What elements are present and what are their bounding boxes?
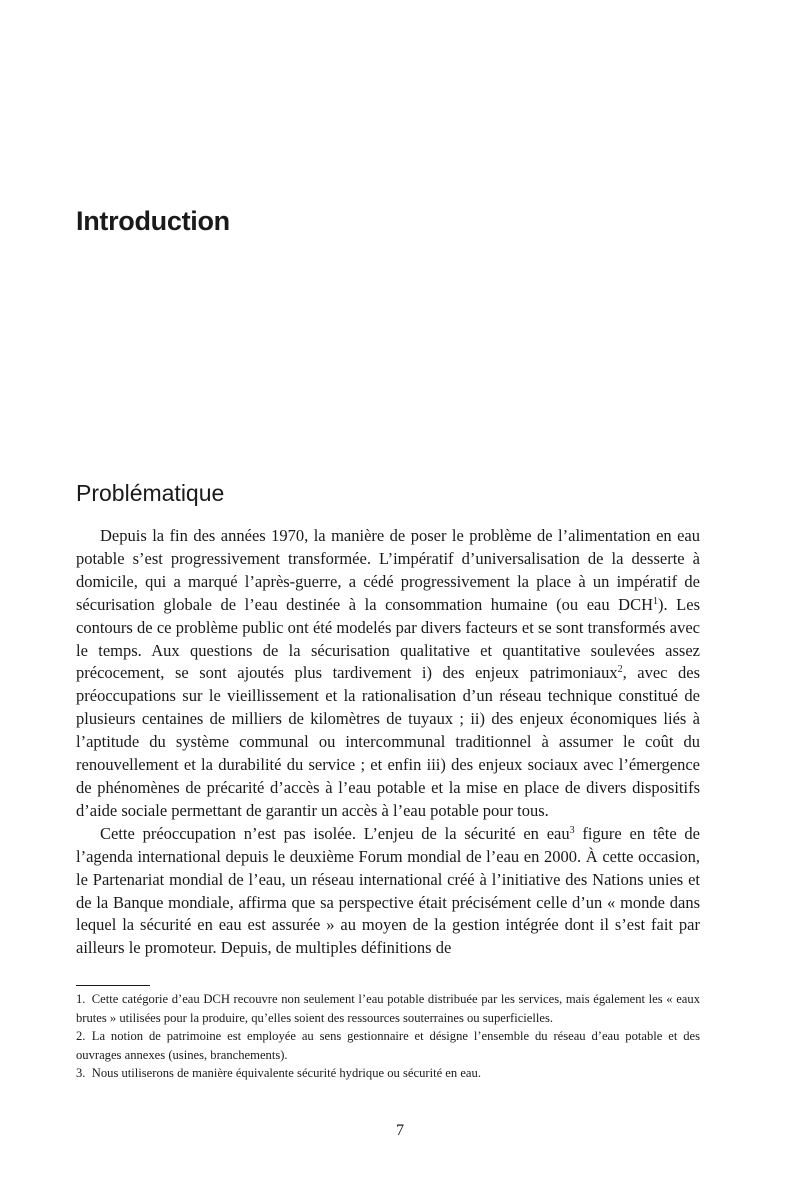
footnote-number: 1. (76, 992, 86, 1006)
footnote-number: 2. (76, 1029, 86, 1043)
paragraph-text: ). Les contours de ce problème public ont été modelés par divers facteurs et se sont transformés avec le temps. Aux questions de la sécurisation qualitative et quantitative soulevées assez précocement, se sont ajoutés plus tardivement i) des enjeux patrimoniaux (76, 594, 700, 683)
footnote (76, 1027, 700, 1064)
page-number: 7 (396, 1122, 404, 1139)
body-text (76, 525, 700, 960)
footnote-marker: 2 (617, 664, 623, 676)
footnote-text: La notion de patrimoine est employée au sens gestionnaire et désigne l’ensemble du réseau d’eau potable et des ouvrages annexes (usines, branchements). (76, 1029, 700, 1062)
chapter-title: Introduction (76, 206, 230, 236)
section-title: Problématique (76, 480, 225, 506)
paragraph-text: figure en tête de l’agenda international depuis le deuxième Forum mondial de l’eau en 2000. À cette occasion, le Partenariat mondial de l’eau, un réseau international créé à l’initiative des Nations unies et de la Banque mondiale, affirma que sa perspective était précisément celle d’un « monde dans lequel la sécurité en eau est assurée » au moyen de la gestion intégrée dont il s’est fait par ailleurs le promoteur. Depuis, de multiples définitions de (76, 823, 700, 958)
body-paragraph (76, 525, 700, 823)
paragraph-text: Cette préoccupation n’est pas isolée. L’enjeu de la sécurité en eau (100, 823, 570, 843)
paragraph-text: Depuis la fin des années 1970, la manière de poser le problème de l’alimentation en eau potable s’est progressivement transformée. L’impératif d’universalisation de la desserte à domicile, qui a marqué l’après-guerre, a cédé progressivement la place à un impératif de sécurisation globale de l’eau destinée à la consommation humaine (ou eau DCH (76, 526, 700, 614)
footnote-number: 3. (76, 1066, 86, 1080)
paragraph-text: , avec des préoccupations sur le vieillissement et la rationalisation d’un réseau technique constitué de plusieurs centaines de milliers de kilomètres de tuyaux ; ii) des enjeux économiques liés à l’aptitude du système communal ou intercommunal traditionnel à assumer le coût du renouvellement et la durabilité du service ; et enfin iii) des enjeux sociaux avec l’émergence de phénomènes de précarité d’accès à l’eau potable et la mise en place de divers dispositifs d’aide sociale permettant de garantir un accès à l’eau potable pour tous. (76, 663, 700, 820)
footnote-text: Nous utiliserons de manière équivalente sécurité hydrique ou sécurité en eau. (85, 1066, 481, 1080)
footnote-text: Cette catégorie d’eau DCH recouvre non seulement l’eau potable distribuée par les services, mais également les « eaux brutes » utilisées pour la produire, qu’elles soient des ressources souterraines ou superficielles. (76, 992, 700, 1025)
footnote (76, 990, 700, 1027)
footnote-marker: 1 (653, 595, 658, 607)
body-paragraph (76, 823, 700, 960)
footnote-rule (76, 985, 150, 986)
footnotes (76, 990, 700, 1083)
footnote-marker: 3 (569, 824, 575, 836)
footnote (76, 1064, 700, 1083)
